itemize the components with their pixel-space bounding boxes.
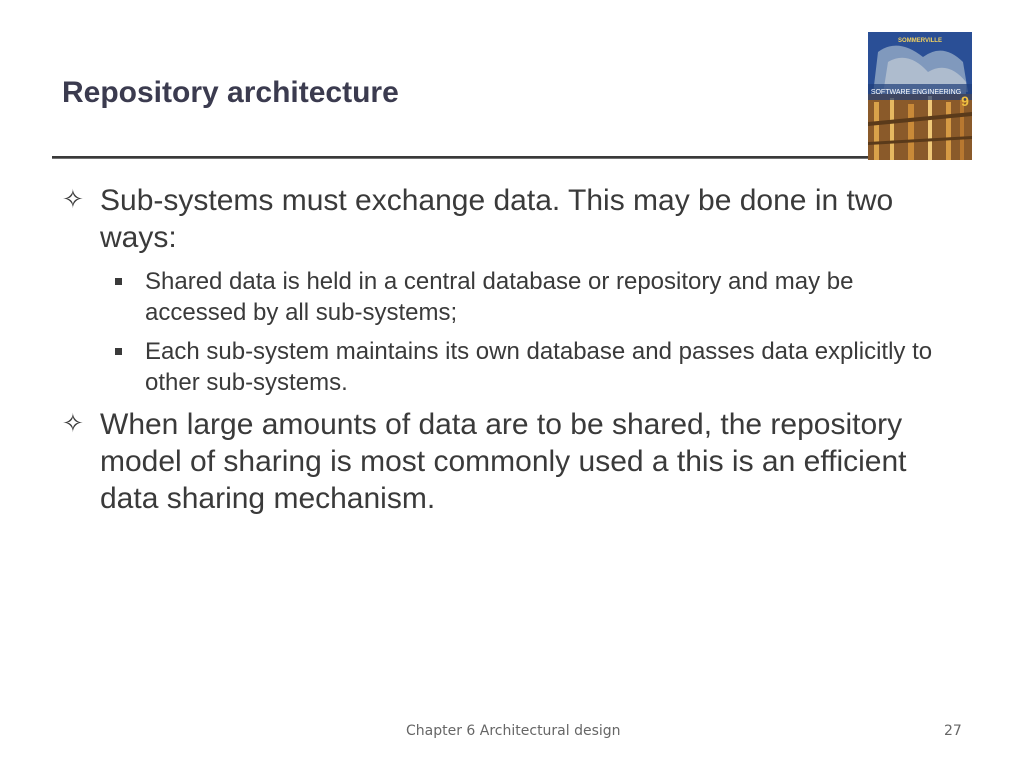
book-cover-image xyxy=(868,32,972,160)
square-bullet-icon xyxy=(115,348,122,355)
diamond-star-bullet-icon: ✧ xyxy=(62,185,84,215)
book-cover-illustration xyxy=(868,32,972,160)
book-author-text: SOMMERVILLE xyxy=(898,38,942,44)
sub-bullet-2-text: Each sub-system maintains its own database and passes data explicitly to other sub-systems. xyxy=(145,338,933,396)
bullet-1 xyxy=(62,182,952,256)
bullet-1-text: Sub-systems must exchange data. This may be done in two ways: xyxy=(100,184,894,254)
slide-footer xyxy=(0,723,1024,743)
sub-bullet-2 xyxy=(62,336,952,398)
square-bullet-icon xyxy=(115,278,122,285)
footer-page-number: 27 xyxy=(944,723,962,739)
slide-content xyxy=(62,182,952,525)
book-title-text: SOFTWARE ENGINEERING xyxy=(870,89,962,96)
book-edition-text: 9 xyxy=(961,93,969,109)
slide-title: Repository architecture xyxy=(62,76,399,109)
bullet-2 xyxy=(62,406,952,517)
footer-chapter-text: Chapter 6 Architectural design xyxy=(406,723,621,739)
title-underline-rule xyxy=(52,156,870,159)
diamond-star-bullet-icon: ✧ xyxy=(62,409,84,439)
sub-bullet-1-text: Shared data is held in a central database or repository and may be accessed by all sub-systems; xyxy=(145,268,854,326)
bullet-2-text: When large amounts of data are to be shared, the repository model of sharing is most commonly used a this is an efficient data sharing mechanism. xyxy=(100,408,907,515)
sub-bullet-1 xyxy=(62,266,952,328)
